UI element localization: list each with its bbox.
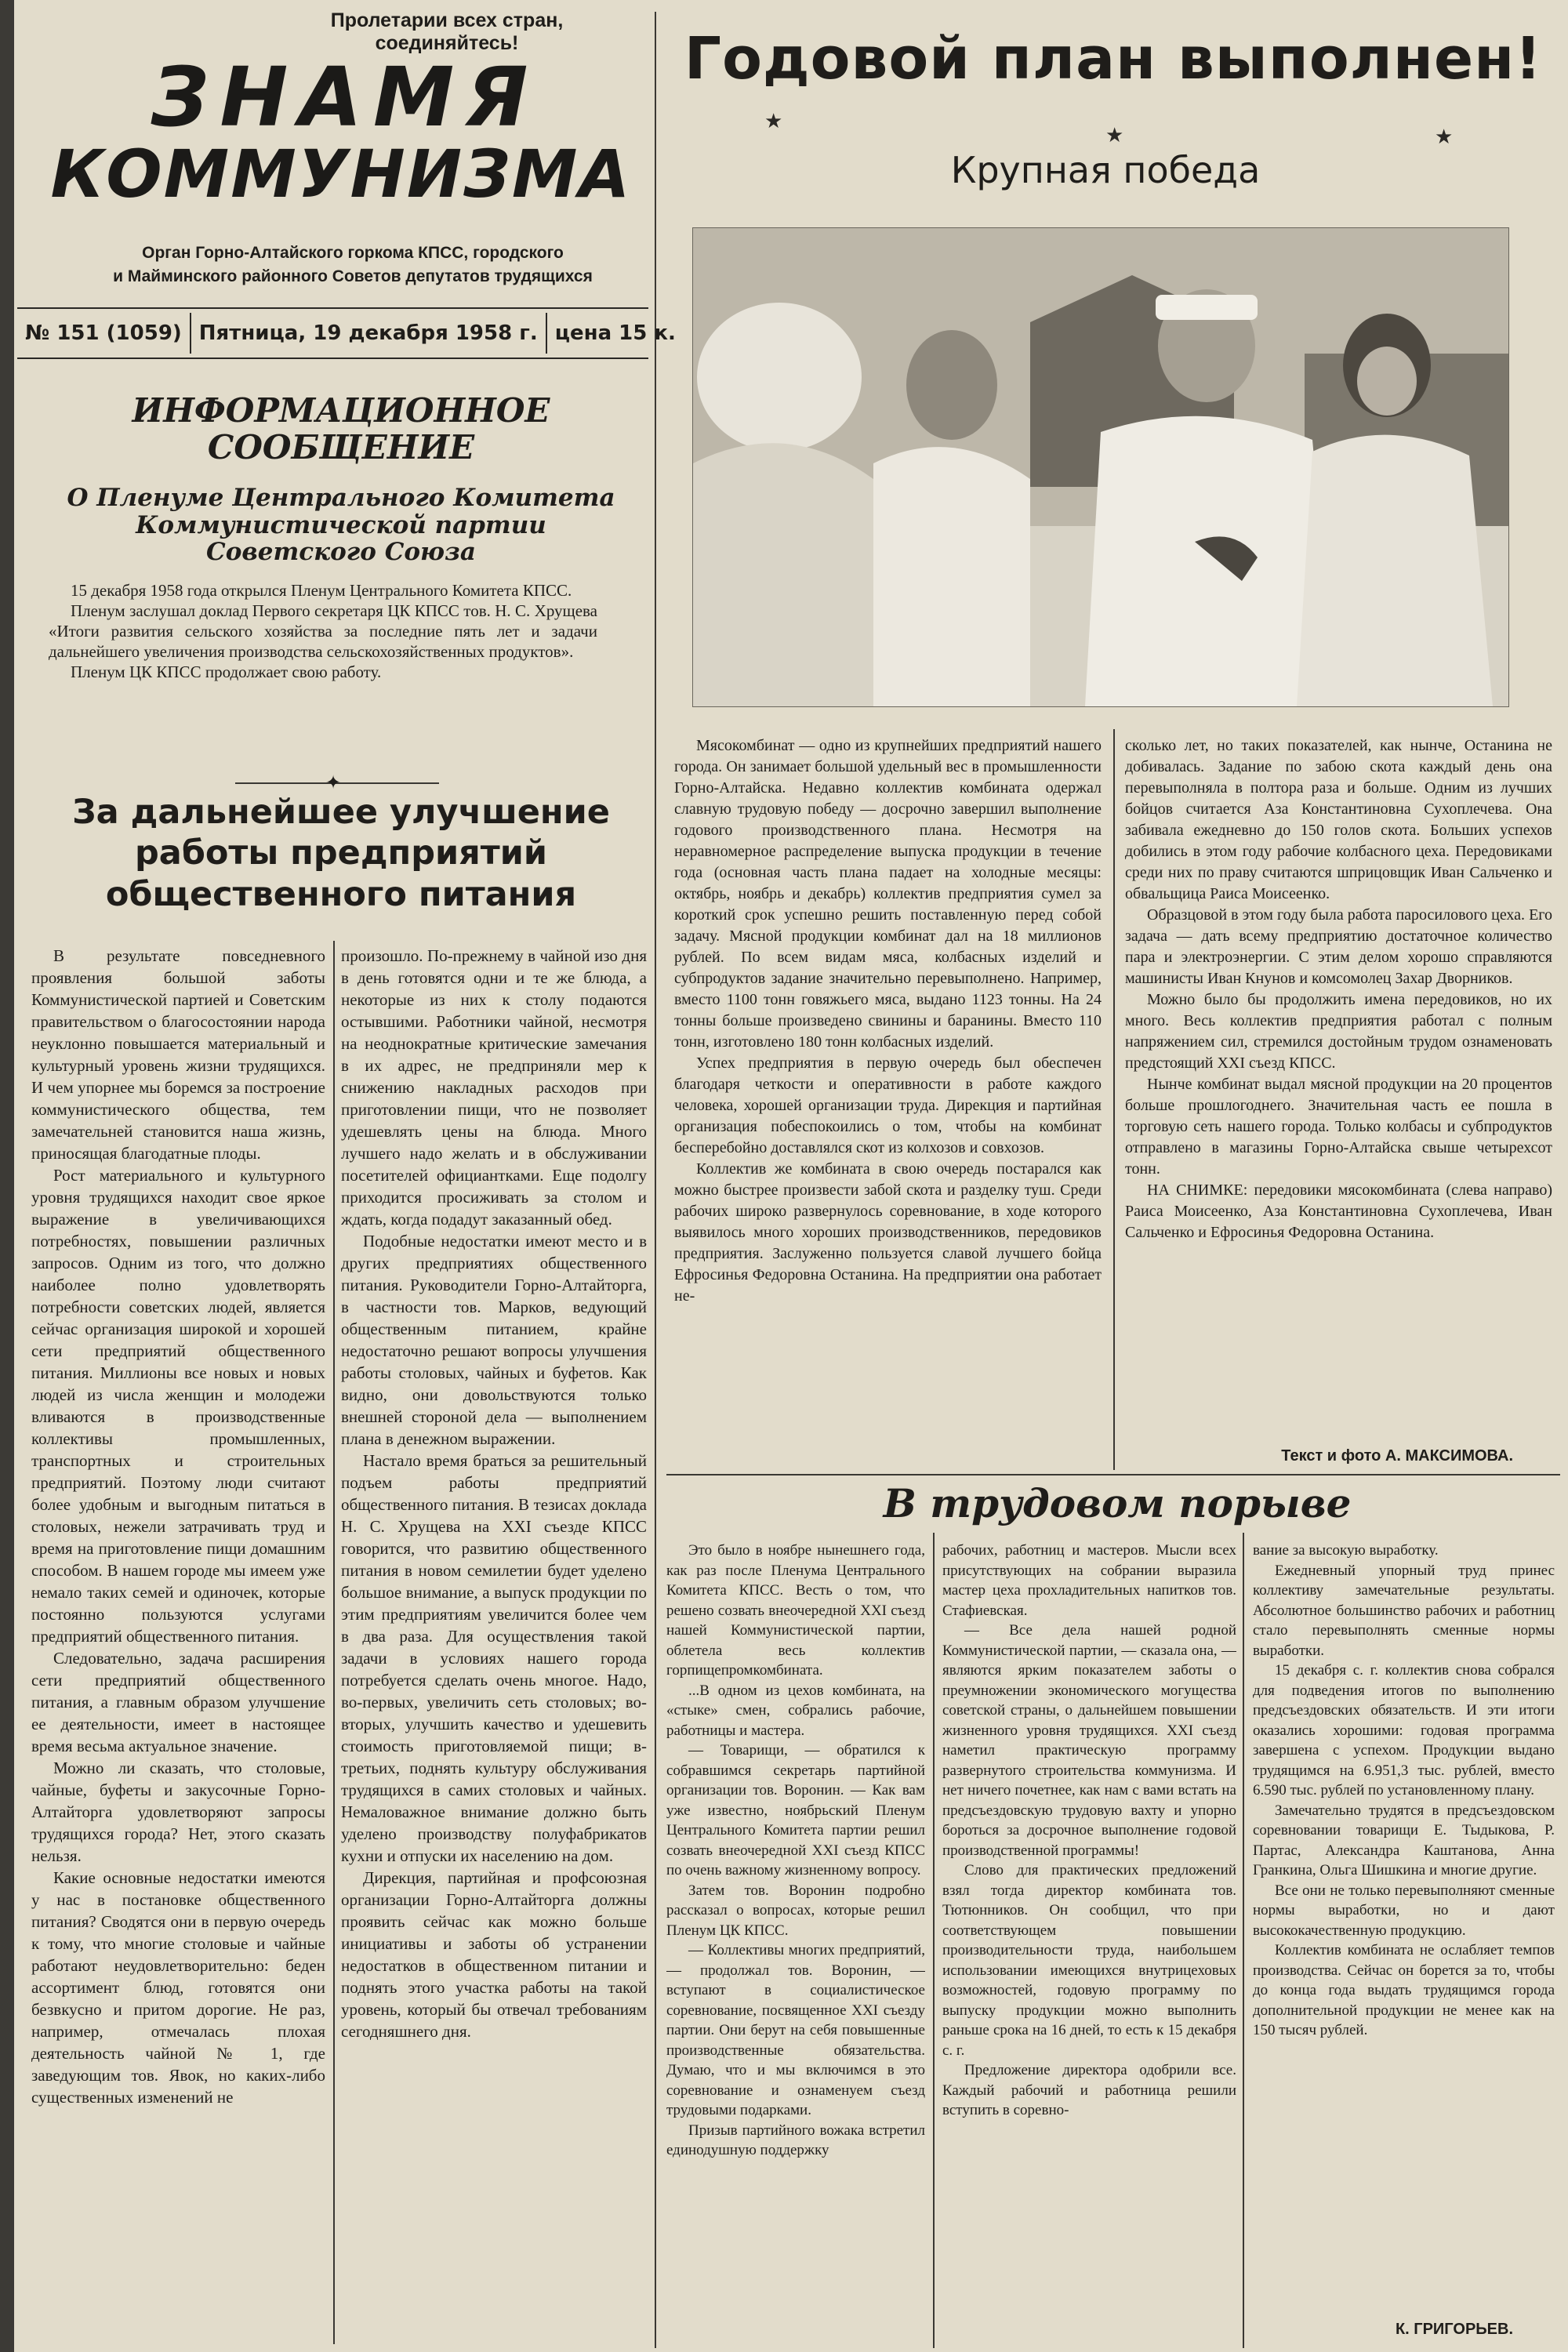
plan-paragraph: Коллектив же комбината в свою очередь постарался как можно быстрее произвести забой скота и разделку туш. Среди рабочих широко развернулось соревнование, в ходе которого выявилось много хороших производственников, передовиков предприятия. Заслуженно пользуется славой лучшего бойца Ефросинья Федоровна Останина. На предприятии она работает не- — [674, 1160, 1102, 1305]
info-title-line1: ИНФОРМАЦИОННОЕ — [132, 391, 550, 430]
plan-paragraph: Успех предприятия в первую очередь был обеспечен благодаря четкости и оперативности в работе каждого человека, хорошей организации труда. Дирекция и партийная организация побеспокоились о том, чтобы на комбинат бесперебойно доставлялся скот из колхозов и совхозов. — [674, 1054, 1102, 1156]
star-icon: ★ — [1435, 125, 1454, 148]
labor-column-3 — [1253, 1541, 1555, 2317]
issue-number: № 151 (1059) — [25, 321, 182, 345]
main-column-rule — [655, 12, 656, 2348]
labor-paragraph: Предложение директора одобрили все. Каждый рабочий и работница решили вступить в соревно- — [942, 2062, 1236, 2118]
catering-paragraph: В результате повседневного проявления большой заботы Коммунистической партией и Советским правительством о благосостоянии народа неуклонно повышается материальный и культурный уровень жизни трудящихся. И чем упорнее мы боремся за построение коммунистического общества, тем замечательней становится наша жизнь, приносящая благодатные плоды. — [31, 946, 325, 1163]
labor-paragraph: — Все дела нашей родной Коммунистической партии, — сказала она, — являются ярким показателем заботы о преумножении экономического могущества советской страны, о дальнейшем повышении жизненного уровня трудящихся. XXI съезд наметил практическую программу развернутого строительства коммунизма. И нет ничего почетнее, как нам с вами встать на предсъездовскую трудовую вахту и упорно бороться за досрочное выполнение годовой производственной программы! — [942, 1622, 1236, 1859]
labor-paragraph: рабочих, работниц и мастеров. Мысли всех присутствующих на собрании выразила мастер цеха прохладительных напитков тов. Стафиевская. — [942, 1542, 1236, 1619]
catering-paragraph: Можно ли сказать, что столовые, чайные, буфеты и закусочные Горно-Алтайторга удовлетворяют запросы трудящихся города? Нет, этого сказать нельзя. — [31, 1759, 325, 1865]
catering-column-1 — [31, 945, 325, 2348]
labor-signature: К. ГРИГОРЬЕВ. — [1395, 2321, 1513, 2338]
masthead-title-line2: КОММУНИЗМА — [50, 136, 632, 212]
labor-paragraph: Замечательно трудятся в предсъездовском соревновании товарищи Е. Тыдыкова, Р. Партас, Александра Каштанова, Анна Гранкина, Ольга Шишкина и многие другие. — [1253, 1802, 1555, 1878]
labor-column-1 — [666, 1541, 925, 2348]
info-subtitle-line1: О Пленуме Центрального Комитета — [67, 484, 615, 512]
labor-paragraph: вание за высокую выработку. — [1253, 1542, 1439, 1559]
plan-headline: Годовой план выполнен! — [684, 25, 1543, 93]
plan-paragraph: Образцовой в этом году была работа паросилового цеха. Его задача — дать всему предприятию достаточное количество пара и электроэнергии. С этим делом хорошо справляются машинисты Иван Кнунов и комсомолец Захар Дворников. — [1125, 906, 1552, 987]
plan-column-1 — [674, 735, 1102, 1472]
catering-paragraph: Следовательно, задача расширения сети предприятий общественного питания, а главным образом улучшение ее деятельности, имеет в настоящее время весьма актуальное значение. — [31, 1649, 325, 1755]
catering-headline-line2: работы предприятий — [135, 833, 547, 873]
labor-rule-2 — [1243, 1533, 1244, 2348]
info-text — [49, 580, 597, 776]
labor-paragraph: Все они не только перевыполняют сменные нормы выработки, но и дают высококачественную продукцию. — [1253, 1882, 1555, 1939]
slogan: Пролетарии всех стран, соединяйтесь! — [330, 9, 564, 54]
catering-headline — [31, 792, 651, 915]
labor-paragraph: Затем тов. Воронин подробно рассказал о вопросах, которые решил Пленум ЦК КПСС. — [666, 1882, 925, 1939]
catering-column-2 — [341, 945, 647, 2348]
plan-credit: Текст и фото А. МАКСИМОВА. — [1281, 1447, 1513, 1465]
info-title — [31, 392, 651, 466]
binding-edge — [0, 0, 14, 2352]
labor-top-rule — [666, 1474, 1560, 1475]
labor-paragraph: — Коллективы многих предприятий, — продолжал тов. Воронин, — вступают в социалистическое соревнование, посвященное XXI съезду партии. Они берут на себя повышенные производственные обязательства. Думаю, что и мы включимся в это соревнование и ознаменуем съезд трудовыми подарками. — [666, 1942, 925, 2118]
info-subtitle-line2: Коммунистической партии — [136, 510, 546, 539]
labor-column-2 — [942, 1541, 1236, 2348]
labor-headline: В трудовом порыве — [883, 1480, 1352, 1526]
catering-paragraph: Дирекция, партийная и профсоюзная организации Горно-Алтайторга должны проявить сейчас как можно больше инициативы и заботы об устранении недостатков в общественном питании и поднять этого участка работы на такой уровень, который бы отвечал требованиям сегодняшнего дня. — [341, 1868, 647, 2041]
divider-ornament: ✦ — [325, 773, 342, 793]
masthead-title-line1: ЗНАМЯ — [151, 49, 539, 145]
catering-paragraph: произошло. По-прежнему в чайной изо дня в день готовятся одни и те же блюда, а некоторые из них к столу подаются остывшими. Работники чайной, несмотря на неоднократные критические замечания в их адрес, не предприняли мер к снижению накладных расходов при приготовлении пищи, что не позволяет удешевлять цены на блюда. Много лучшего надо желать и в обслуживании посетителей официантками. Еще подолгу приходится просиживать за столом и ждать, когда подадут заказанный обед. — [341, 946, 647, 1229]
labor-paragraph: Призыв партийного вожака встретил единодушную поддержку — [666, 2122, 925, 2158]
info-paragraph: Пленум заслушал доклад Первого секретаря ЦК КПСС тов. Н. С. Хрущева «Итоги развития сельского хозяйства за последние пять лет и задачи дальнейшего увеличения производства сельскохозяйственных продуктов». — [49, 601, 597, 661]
catering-paragraph: Какие основные недостатки имеются у нас в постановке общественного питания? Сводятся они в первую очередь к тому, что многие столовые и чайные работают неудовлетворительно: беден ассортимент блюд, готовятся они безвкусно и притом дорогие. Не раз, например, отмечалась плохая деятельность чайной № 1, где заведующим тов. Явок, но каких-либо существенных изменений не — [31, 1868, 325, 2107]
organ-subtitle — [71, 241, 635, 289]
issue-price: цена 15 к. — [554, 321, 676, 345]
star-icon: ★ — [1105, 124, 1124, 147]
organ-line-2: и Майминского районного Советов депутатов трудящихся — [113, 267, 593, 286]
plan-subheadline: Крупная победа — [950, 149, 1261, 191]
issue-date: Пятница, 19 декабря 1958 г. — [198, 321, 538, 345]
plan-column-2 — [1125, 735, 1552, 1441]
catering-headline-line3: общественного питания — [105, 874, 577, 914]
plan-photo — [692, 227, 1509, 707]
catering-paragraph: Подобные недостатки имеют место и в других предприятиях общественного питания. Руководители Горно-Алтайторга, в частности тов. Марков, ведующий общественным питанием, крайне недостаточно решают вопросы улучшения работы столовых, чайных и буфетов. Как видно, они довольствуются только внешней стороной дела — выполнением плана в денежном выражении. — [341, 1232, 647, 1448]
plan-paragraph: Нынче комбинат выдал мясной продукции на 20 процентов больше прошлогоднего. Значительная часть ее пошла в торговую сеть нашего города. Только колбасы и субпродуктов отправлено в магазины Горно-Алтайска свыше четырехсот тонн. — [1125, 1076, 1552, 1178]
plan-column-rule — [1113, 729, 1115, 1470]
labor-paragraph: ...В одном из цехов комбината, на «стыке» смен, собрались рабочие, работницы и мастера. — [666, 1682, 925, 1739]
labor-paragraph: Коллектив комбината не ослабляет темпов производства. Сейчас он борется за то, чтобы до конца года выдать трудящимся города дополнительной продукции не менее как на 150 тысяч рублей. — [1253, 1942, 1555, 2038]
catering-headline-line1: За дальнейшее улучшение — [72, 793, 610, 832]
photo-caption: НА СНИМКЕ: передовики мясокомбината (слева направо) Раиса Моисеенко, Аза Константиновна Сухоплечева, Иван Сальченко и Ефросинья Федоровна Останина. — [1125, 1181, 1552, 1241]
info-subtitle — [31, 485, 651, 566]
info-paragraph: Пленум ЦК КПСС продолжает свою работу. — [71, 662, 382, 681]
labor-rule-1 — [933, 1533, 935, 2348]
star-icon: ★ — [764, 110, 783, 132]
labor-paragraph: 15 декабря с. г. коллектив снова собрался для подведения итогов по выполнению предсъездовских обязательств. И эти итоги оказались хорошими: годовая программа завершена с успехом. Продукции выдано трудящимся на 6.951,3 тыс. рублей, вместо 6.590 тыс. рублей по установленному плану. — [1253, 1662, 1555, 1798]
labor-paragraph: Ежедневный упорный труд принес коллективу замечательные результаты. Абсолютное большинство рабочих и работниц стало перевыполнять сменные нормы выработки. — [1253, 1562, 1555, 1659]
issue-bar — [17, 307, 676, 359]
catering-paragraph: Рост материального и культурного уровня трудящихся находит свое яркое выражение в увеличивающихся потребностях, повышении различных запросов. Одним из того, что должно наиболее полно удовлетворять потребности советских людей, является сейчас организация широкой и хорошей сети предприятий общественного питания. Миллионы все новых и новых людей из числа женщин и молодежи вливаются в производственные коллективы промышленных, транспортных и строительных предприятий. Поэтому люди считают более удобным и выгодным питаться в столовых, нежели затрачивать труд и время на приготовление пищи домашним способом. В нашем городе мы имеем уже немало таких семей и одиночек, которые постоянно пользуются услугами предприятий общественного питания. — [31, 1166, 325, 1646]
plan-paragraph: сколько лет, но таких показателей, как нынче, Останина не добивалась. Задание по забою скота каждый день она перевыполняла в полтора раза и больше. Одним из лучших бойцов считается Аза Константиновна Сухоплечева. Она забивала ежедневно до 150 голов скота. Больших успехов добились в этом году рабочие колбасного цеха. Передовиками среди них по праву считаются шприцовщик Иван Сальченко и обвальщица Раиса Моисеенко. — [1125, 737, 1552, 902]
labor-paragraph: Это было в ноябре нынешнего года, как раз после Пленума Центрального Комитета КПСС. Весть о том, что решено созвать внеочередной XXI съезд нашей Коммунистической партии, облетела весь коллектив горпищепромкомбината. — [666, 1542, 925, 1679]
catering-paragraph: Настало время браться за решительный подъем работы предприятий общественного питания. В тезисах доклада Н. С. Хрущева на XXI съезде КПСС говорится, что развитию общественного питания в новом семилетии будет уделено большое внимание, а выпуск продукции по этим предприятиям увеличится более чем в два раза. Для осуществления такой задачи в условиях нашего города потребуется сделать очень многое. Надо, во-первых, увеличить сеть столовых; во-вторых, улучшить качество и удешевить стоимость приготовляемой пищи; в-третьих, поднять культуру обслуживания трудящихся в самих столовых и чайных. Немаловажное внимание должно быть уделено производству полуфабрикатов кухни и отпуски их населению на дом. — [341, 1451, 647, 1865]
info-paragraph: 15 декабря 1958 года открылся Пленум Центрального Комитета КПСС. — [71, 581, 572, 600]
plan-paragraph: Мясокомбинат — одно из крупнейших предприятий нашего города. Он занимает большой удельный вес в промышленности Горно-Алтайска. Недавно коллектив комбината одержал славную трудовую победу — досрочно завершил выполнение годового производственного плана. Несмотря на неравномерное распределение выпуска продукции в течение года (основная часть плана падает на холодные месяцы: октябрь, ноябрь и декабрь) коллектив предприятия сумел за короткий срок успешно решить поставленную перед собой задачу. Мясной продукции комбинат дал на 18 миллионов рублей. По всем видам мяса, колбасных изделий и субпродуктов задание значительно перевыполнено. Например, вместо 1100 тонн говяжьего мяса, выдано 1123 тонны. На 24 тонны больше произведено свинины и баранины. Вместо 110 тонн, изготовлено 180 тонн колбасных изделий. — [674, 737, 1102, 1051]
left-column-rule — [333, 941, 335, 2344]
info-subtitle-line3: Советского Союза — [206, 538, 476, 567]
photo-illustration — [693, 228, 1508, 706]
organ-line-1: Орган Горно-Алтайского горкома КПСС, городского — [142, 244, 564, 262]
labor-paragraph: — Товарищи, — обратился к собравшимся секретарь партийной организации тов. Воронин. — Как вам уже известно, ноябрьский Пленум Центрального Комитета партии решил созвать внеочередной XXI съезд КПСС по очень важному жизненному вопросу. — [666, 1742, 925, 1878]
info-title-line2: СООБЩЕНИЕ — [207, 428, 475, 467]
plan-paragraph: Можно было бы продолжить имена передовиков, но их много. Весь коллектив предприятия работал с полным напряжением сил, стремился достойным трудом ознаменовать предстоящий XXI съезд КПСС. — [1125, 991, 1552, 1072]
labor-paragraph: Слово для практических предложений взял тогда директор комбината тов. Тютюнников. Он сообщил, что при соответствующем повышении производительности труда, наибольшем использовании имеющихся внутрицеховых возможностей, годовую программу по выпуску продукции можно выполнить раньше срока на 16 дней, то есть к 15 декабря с. г. — [942, 1862, 1236, 2059]
